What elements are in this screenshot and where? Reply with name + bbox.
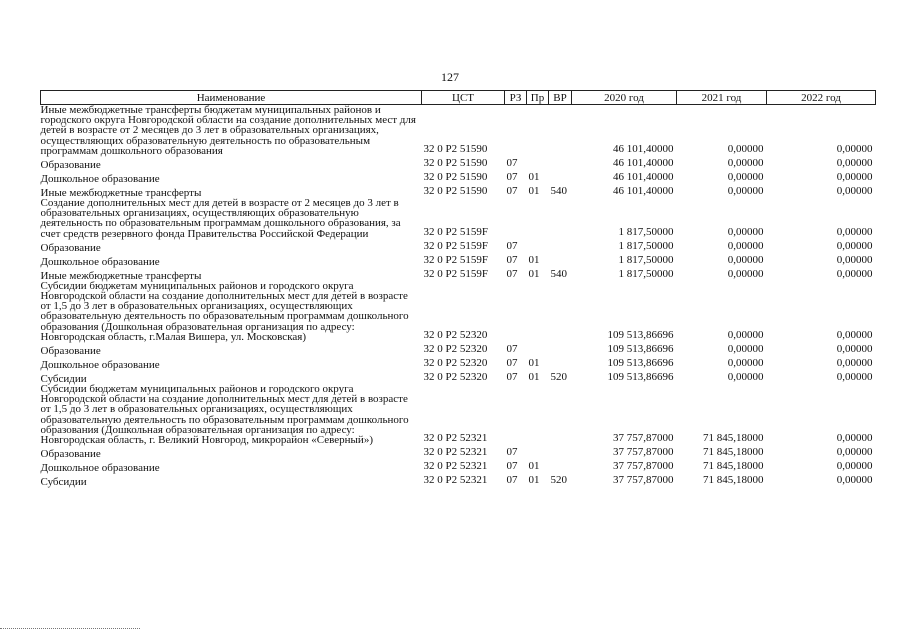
cell-pr: [527, 281, 549, 342]
cell-rz: 07: [506, 371, 518, 384]
cell-pr: 01: [528, 357, 540, 370]
cell-y2022: 0,00000: [836, 267, 873, 280]
cell-y2022: 0,00000: [836, 157, 873, 170]
cell-name: Дошкольное образование: [40, 172, 160, 185]
table-row: [41, 198, 876, 239]
cell-y2021: 0,00000: [727, 371, 764, 384]
cell-y2022: 0,00000: [836, 474, 873, 487]
cell-vr: [549, 170, 572, 184]
cell-pr: 01: [528, 460, 540, 473]
cell-pr: [527, 384, 549, 445]
cell-pr: 01: [528, 267, 540, 280]
table-row: [41, 281, 876, 342]
cell-y2020: 46 101,40000: [613, 143, 674, 156]
cell-vr: [549, 281, 572, 342]
table-row: [41, 445, 876, 459]
page-number: 127: [441, 70, 459, 84]
cell-name: Дошкольное образование: [40, 462, 160, 475]
cell-vr: [549, 342, 572, 356]
cell-y2022: 0,00000: [836, 185, 873, 198]
cell-vr: [549, 239, 572, 253]
cell-rz: 07: [506, 343, 518, 356]
cell-y2021: 0,00000: [727, 171, 764, 184]
cell-cst: 32 0 P2 52320: [423, 343, 488, 356]
header-2021: 2021 год: [677, 91, 767, 105]
cell-rz: 07: [506, 253, 518, 266]
cell-vr: [549, 445, 572, 459]
cell-cst: 32 0 P2 5159F: [423, 253, 488, 266]
cell-rz: [505, 198, 527, 239]
cell-cst: 32 0 P2 5159F: [423, 239, 488, 252]
cell-name: Субсидии: [40, 372, 87, 385]
header-cst: ЦСТ: [422, 91, 505, 105]
cell-y2020: 46 101,40000: [613, 171, 674, 184]
cell-y2022: 0,00000: [836, 371, 873, 384]
cell-cst: 32 0 P2 5159F: [423, 225, 488, 238]
cell-y2021: 0,00000: [727, 267, 764, 280]
header-name: Наименование: [41, 91, 422, 105]
cell-pr: 01: [528, 171, 540, 184]
cell-cst: 32 0 P2 51590: [423, 157, 488, 170]
cell-rz: 07: [506, 267, 518, 280]
table-row: [41, 253, 876, 267]
cell-y2020: 109 513,86696: [607, 371, 674, 384]
header-vr: ВР: [549, 91, 572, 105]
cell-y2022: 0,00000: [836, 432, 873, 445]
cell-pr: 01: [528, 185, 540, 198]
cell-cst: 32 0 P2 51590: [423, 171, 488, 184]
cell-y2020: 109 513,86696: [607, 357, 674, 370]
cell-y2021: 71 845,18000: [703, 460, 764, 473]
cell-y2021: 0,00000: [727, 253, 764, 266]
cell-y2022: 0,00000: [836, 253, 873, 266]
cell-vr: 520: [550, 371, 567, 384]
cell-cst: 32 0 P2 52320: [423, 329, 488, 342]
table-row: [41, 342, 876, 356]
cell-name: Иные межбюджетные трансферты: [40, 186, 202, 199]
cell-vr: 520: [550, 474, 567, 487]
cell-y2020: 1 817,50000: [618, 267, 674, 280]
header-2022: 2022 год: [767, 91, 876, 105]
cell-cst: 32 0 P2 52320: [423, 357, 488, 370]
cell-y2020: 1 817,50000: [618, 225, 674, 238]
cell-name: Субсидии: [40, 476, 87, 489]
cell-name: Субсидии бюджетам муниципальных районов и городского округа Новгородской области на создание дополнительных мест для детей в возрасте от 1,5 до 3 лет в образовательных организациях, осуществляющих образовательную деятельность по образовательным программам дошкольного образования (Дошкольная образовательная организация по адресу: Новгородская область, г.Малая Вишера, ул. Московская): [40, 279, 409, 343]
cell-vr: [549, 356, 572, 370]
cell-rz: 07: [506, 446, 518, 459]
cell-name: Образование: [40, 241, 101, 254]
cell-name: Образование: [40, 448, 101, 461]
cell-y2021: 0,00000: [727, 343, 764, 356]
cell-vr: [549, 198, 572, 239]
cell-pr: [527, 445, 549, 459]
cell-pr: 01: [528, 474, 540, 487]
cell-y2021: 0,00000: [727, 157, 764, 170]
cell-rz: [505, 105, 527, 157]
table-row: [41, 170, 876, 184]
cell-y2022: 0,00000: [836, 171, 873, 184]
cell-cst: 32 0 P2 52321: [423, 460, 488, 473]
table-row: [41, 473, 876, 487]
budget-table: [40, 90, 876, 487]
cell-rz: [505, 281, 527, 342]
cell-y2020: 1 817,50000: [618, 253, 674, 266]
table-row: [41, 384, 876, 445]
cell-pr: [527, 156, 549, 170]
cell-y2021: 0,00000: [727, 185, 764, 198]
cell-y2020: 37 757,87000: [613, 446, 674, 459]
cell-y2020: 37 757,87000: [613, 432, 674, 445]
cell-y2022: 0,00000: [836, 446, 873, 459]
cell-rz: 07: [506, 171, 518, 184]
cell-name: Дошкольное образование: [40, 255, 160, 268]
table-row: [41, 459, 876, 473]
cell-cst: 32 0 P2 51590: [423, 143, 488, 156]
cell-y2022: 0,00000: [836, 460, 873, 473]
cell-pr: 01: [528, 371, 540, 384]
cell-y2022: 0,00000: [836, 225, 873, 238]
cell-vr: 540: [550, 185, 567, 198]
cell-rz: [505, 384, 527, 445]
cell-y2020: 46 101,40000: [613, 185, 674, 198]
cell-vr: [549, 253, 572, 267]
cell-rz: 07: [506, 239, 518, 252]
cell-y2021: 71 845,18000: [703, 432, 764, 445]
cell-y2020: 1 817,50000: [618, 239, 674, 252]
cell-vr: [549, 156, 572, 170]
cell-name: Субсидии бюджетам муниципальных районов и городского округа Новгородской области на создание дополнительных мест для детей в возрасте от 1,5 до 3 лет в образовательных организациях, осуществляющих образовательную деятельность по образовательным программам дошкольного образования (Дошкольная образовательная организация по адресу: Новгородская область, г. Великий Новгород, микрорайон «Северный»): [40, 383, 409, 447]
cell-cst: 32 0 P2 52321: [423, 432, 488, 445]
cell-pr: [527, 239, 549, 253]
footer-rule: [0, 628, 140, 629]
cell-name: Создание дополнительных мест для детей в возрасте от 2 месяцев до 3 лет в образовательных организациях, осуществляющих образовательную деятельность по образовательным программам дошкольного образования, за счет средств резервного фонда Правительства Российской Федерации: [40, 197, 401, 240]
cell-name: Дошкольное образование: [40, 358, 160, 371]
cell-name: Иные межбюджетные трансферты: [40, 269, 202, 282]
cell-pr: 01: [528, 253, 540, 266]
cell-cst: 32 0 P2 52321: [423, 474, 488, 487]
cell-y2021: 0,00000: [727, 329, 764, 342]
table-row: [41, 105, 876, 157]
cell-y2020: 109 513,86696: [607, 329, 674, 342]
cell-vr: [549, 459, 572, 473]
cell-cst: 32 0 P2 52321: [423, 446, 488, 459]
cell-rz: 07: [506, 474, 518, 487]
cell-y2022: 0,00000: [836, 343, 873, 356]
cell-y2021: 0,00000: [727, 225, 764, 238]
cell-y2021: 0,00000: [727, 239, 764, 252]
cell-y2022: 0,00000: [836, 329, 873, 342]
cell-y2020: 109 513,86696: [607, 343, 674, 356]
cell-rz: 07: [506, 357, 518, 370]
cell-pr: [527, 342, 549, 356]
cell-name: Образование: [40, 344, 101, 357]
table-row: [41, 267, 876, 281]
cell-y2021: 0,00000: [727, 143, 764, 156]
cell-y2021: 0,00000: [727, 357, 764, 370]
cell-y2020: 46 101,40000: [613, 157, 674, 170]
cell-y2022: 0,00000: [836, 143, 873, 156]
cell-y2020: 37 757,87000: [613, 460, 674, 473]
cell-rz: 07: [506, 157, 518, 170]
cell-rz: 07: [506, 460, 518, 473]
table-row: [41, 370, 876, 384]
cell-pr: [527, 105, 549, 157]
cell-y2021: 71 845,18000: [703, 474, 764, 487]
table-row: [41, 356, 876, 370]
header-pr: Пр: [527, 91, 549, 105]
table-header-row: [41, 91, 876, 105]
table-body: [41, 105, 876, 488]
cell-vr: 540: [550, 267, 567, 280]
header-2020: 2020 год: [572, 91, 677, 105]
cell-y2022: 0,00000: [836, 239, 873, 252]
cell-name: Образование: [40, 158, 101, 171]
cell-rz: 07: [506, 185, 518, 198]
cell-cst: 32 0 P2 51590: [423, 185, 488, 198]
cell-y2021: 71 845,18000: [703, 446, 764, 459]
table-row: [41, 156, 876, 170]
cell-y2020: 37 757,87000: [613, 474, 674, 487]
header-rz: РЗ: [505, 91, 527, 105]
cell-pr: [527, 198, 549, 239]
table-row: [41, 184, 876, 198]
cell-vr: [549, 384, 572, 445]
cell-y2022: 0,00000: [836, 357, 873, 370]
cell-cst: 32 0 P2 52320: [423, 371, 488, 384]
table-row: [41, 239, 876, 253]
cell-cst: 32 0 P2 5159F: [423, 267, 488, 280]
cell-name: Иные межбюджетные трансферты бюджетам муниципальных районов и городского округа Новгородской области на создание дополнительных мест для детей в возрасте от 2 месяцев до 3 лет в образовательных организациях, осуществляющих образовательную деятельность по образовательным программам дошкольного образования: [40, 104, 416, 157]
cell-vr: [549, 105, 572, 157]
